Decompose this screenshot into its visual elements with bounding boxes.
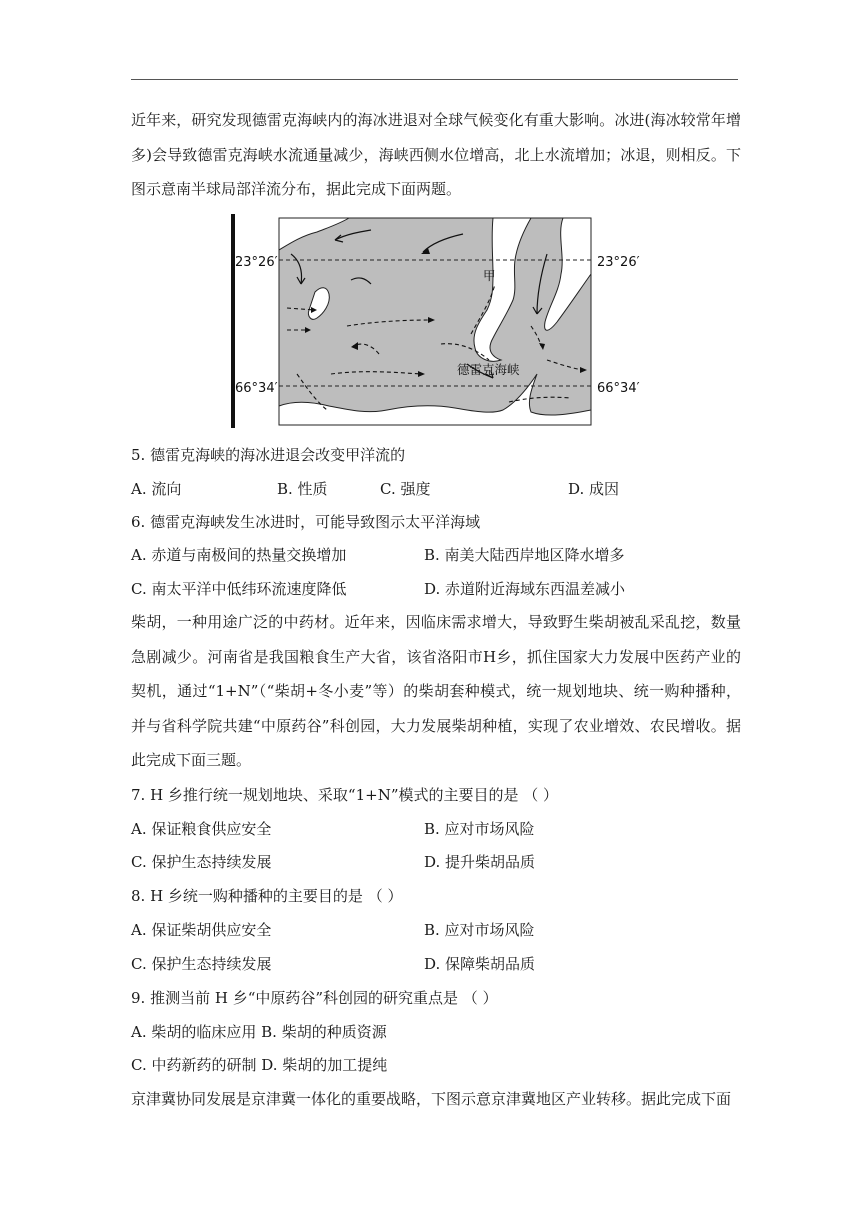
- q5-stem: 5. 德雷克海峡的海冰进退会改变甲洋流的: [131, 446, 406, 464]
- q5-option-c[interactable]: C. 强度: [380, 480, 431, 498]
- q9-stem: 9. 推测当前 H 乡“中原药谷”科创园的研究重点是 （ ）: [131, 989, 498, 1007]
- q5-option-a[interactable]: A. 流向: [131, 480, 182, 498]
- q8-option-d[interactable]: D. 保障柴胡品质: [424, 955, 536, 973]
- q7-option-d[interactable]: D. 提升柴胡品质: [424, 853, 536, 871]
- q6-option-a[interactable]: A. 赤道与南极间的热量交换增加: [131, 546, 347, 564]
- ocean-current-map: [231, 214, 671, 428]
- sea-area: [279, 218, 591, 425]
- q8-option-c[interactable]: C. 保护生态持续发展: [131, 955, 272, 973]
- lat-label-bottom-left: 66°34′: [235, 381, 278, 396]
- header-rule: [131, 79, 738, 80]
- q9-options-row1[interactable]: A. 柴胡的临床应用 B. 柴胡的种质资源: [131, 1023, 387, 1041]
- lat-label-top-right: 23°26′: [597, 255, 640, 270]
- q7-stem: 7. H 乡推行统一规划地块、采取“1+N”模式的主要目的是 （ ）: [131, 786, 559, 804]
- q5-option-b[interactable]: B. 性质: [277, 480, 328, 498]
- q9-options-row2[interactable]: C. 中药新药的研制 D. 柴胡的加工提纯: [131, 1056, 388, 1074]
- lat-label-bottom-right: 66°34′: [597, 381, 640, 396]
- intro-paragraph-bupleurum: 柴胡，一种用途广泛的中药材。近年来，因临床需求增大，导致野生柴胡被乱采乱挖，数量急剧减少。河南省是我国粮食生产大省，该省洛阳市H乡，抓住国家大力发展中医药产业的契机，通过“1+N”（“柴胡+冬小麦”等）的柴胡套种模式，统一规划地块、统一购种播种，并与省科学院共建“中原药谷”科创园，大力发展柴胡种植，实现了农业增效、农民增收。据此完成下面三题。: [131, 613, 741, 769]
- intro-paragraph-drake: 近年来，研究发现德雷克海峡内的海冰进退对全球气候变化有重大影响。冰进(海冰较常年增多)会导致德雷克海峡水流通量减少，海峡西侧水位增高，北上水流增加；冰退，则相反。下图示意南半球局部洋流分布，据此完成下面两题。: [131, 111, 741, 198]
- q6-option-d[interactable]: D. 赤道附近海域东西温差减小: [424, 580, 626, 598]
- lat-label-top-left: 23°26′: [235, 255, 278, 270]
- q8-option-a[interactable]: A. 保证柴胡供应安全: [131, 921, 272, 939]
- q6-option-b[interactable]: B. 南美大陆西岸地区降水增多: [424, 546, 625, 564]
- q7-option-a[interactable]: A. 保证粮食供应安全: [131, 820, 272, 838]
- q7-option-c[interactable]: C. 保护生态持续发展: [131, 853, 272, 871]
- q8-stem: 8. H 乡统一购种播种的主要目的是 （ ）: [131, 887, 403, 905]
- intro-paragraph-jingjinji: 京津冀协同发展是京津冀一体化的重要战略，下图示意京津冀地区产业转移。据此完成下面: [131, 1090, 732, 1108]
- q6-option-c[interactable]: C. 南太平洋中低纬环流速度降低: [131, 580, 347, 598]
- q8-option-b[interactable]: B. 应对市场风险: [424, 921, 535, 939]
- q6-stem: 6. 德雷克海峡发生冰进时，可能导致图示太平洋海域: [131, 513, 481, 531]
- drake-strait-label: 德雷克海峡: [457, 362, 520, 377]
- q5-option-d[interactable]: D. 成因: [568, 480, 620, 498]
- current-jia-label: 甲: [483, 268, 496, 283]
- q7-option-b[interactable]: B. 应对市场风险: [424, 820, 535, 838]
